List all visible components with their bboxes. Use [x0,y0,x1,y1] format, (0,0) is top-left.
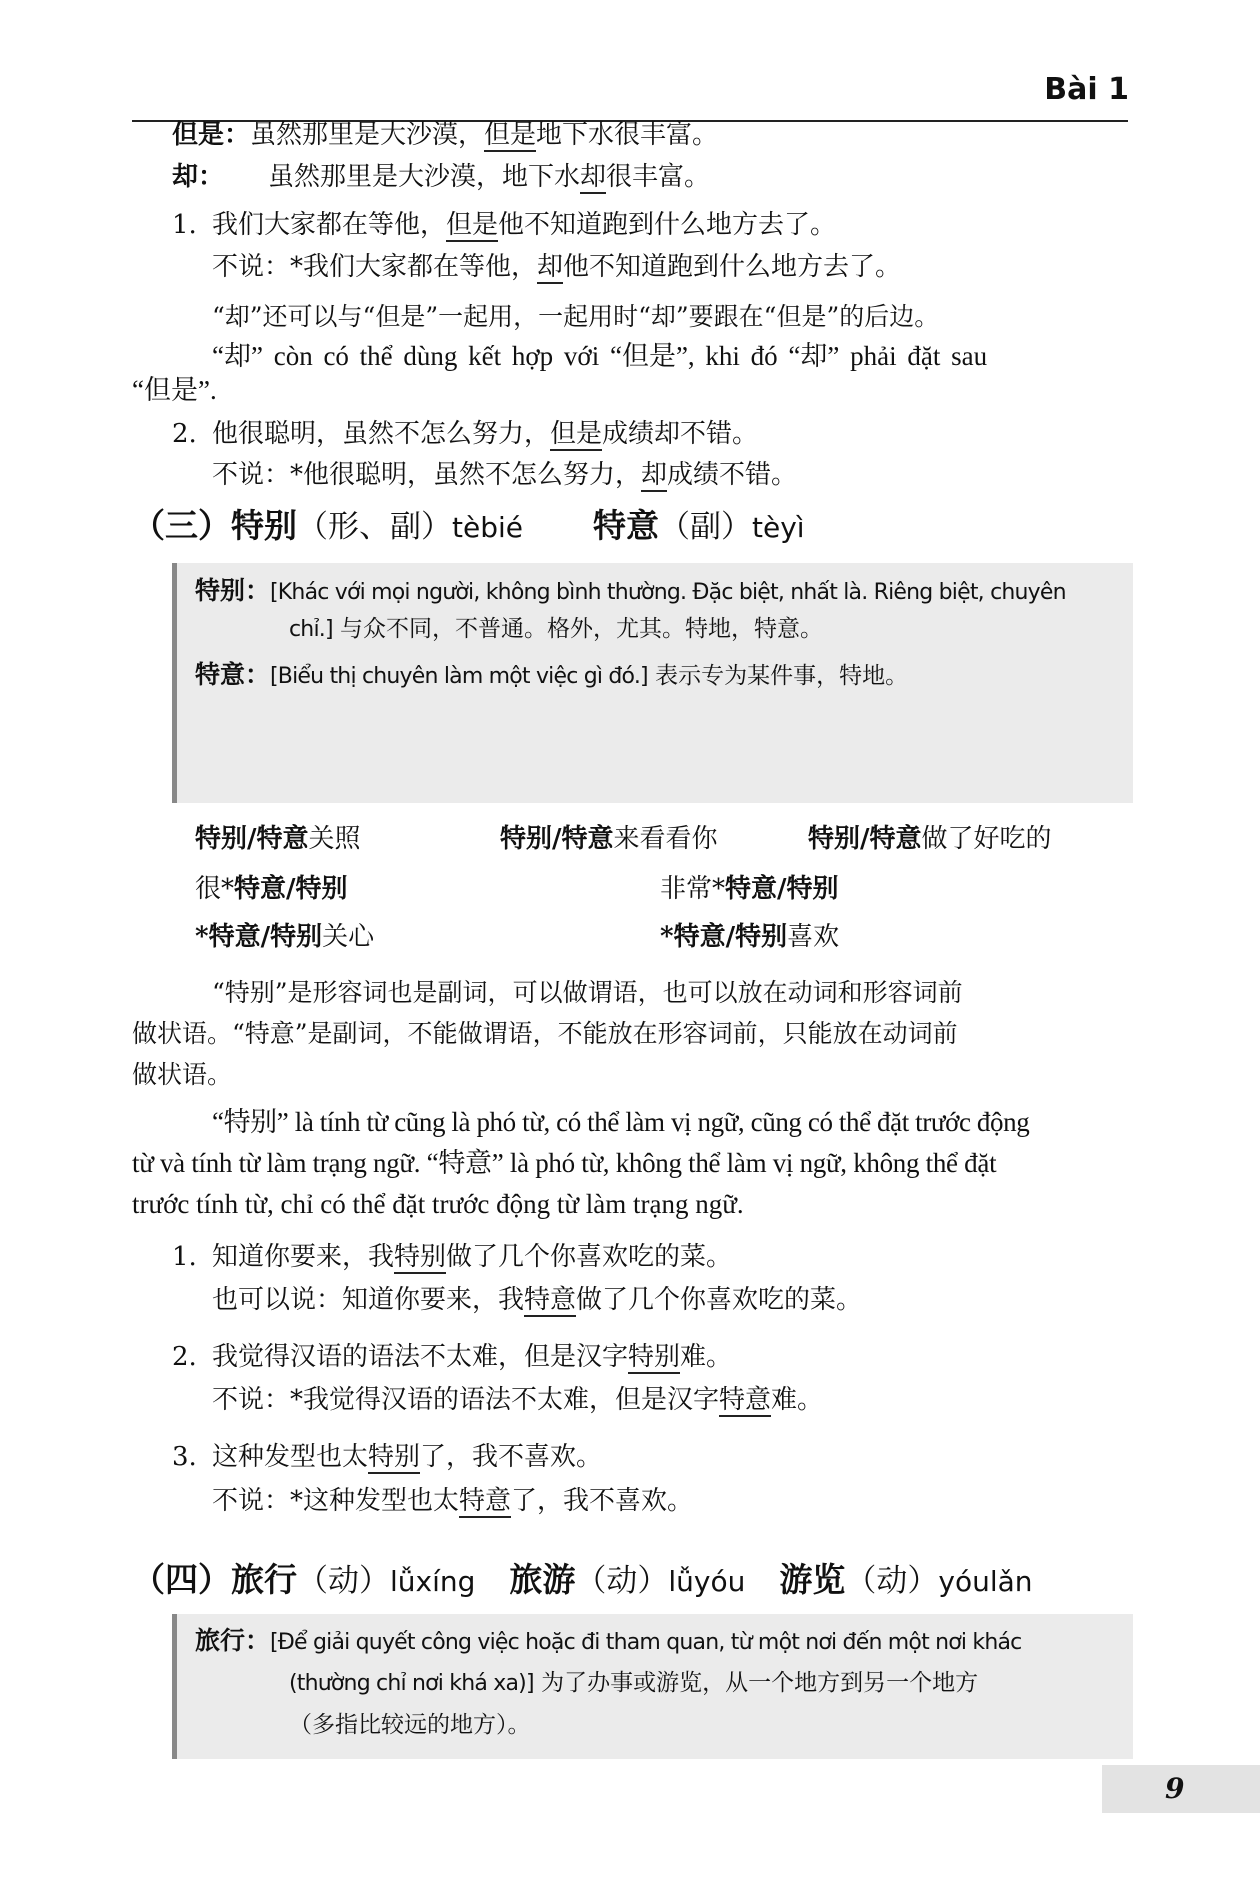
collocation-text: 做了好吃的 [921,824,1052,854]
collocation-text: 喜欢 [787,922,840,952]
example-text: 很丰富。 [606,162,711,192]
note-chinese: “却”还可以与“但是”一起用，一起用时“却”要跟在“但是”的后边。 [212,302,940,331]
example-text: 也可以说：知道你要来，我 [212,1285,525,1315]
example-text: 难。 [680,1342,733,1372]
example-text: 成绩不错。 [667,460,798,490]
collocation-bold: 特别/特意 [500,824,614,854]
example-number: 1. [172,1242,197,1272]
example-text: 难。 [771,1385,824,1415]
underlined-word: 却 [537,252,564,282]
example-1 [172,208,836,242]
underlined-word: 特别 [394,1242,447,1272]
note-vietnamese: “却” còn có thể dùng kết hợp với “但是”, khi đó “却” phải đặt sau [212,341,988,371]
underlined-word: 特意 [459,1486,512,1516]
collocation [195,920,374,954]
definition-lvxing [195,1624,1021,1660]
explanation-vietnamese: trước tính từ, chỉ có thể đặt trước động từ làm trạng ngữ. [132,1189,744,1219]
explanation-chinese: “特别”是形容词也是副词，可以做谓语，也可以放在动词和形容词前 [212,978,963,1007]
heading-word: 旅游 [509,1560,576,1599]
definition-chinese: 与众不同，不普通。格外，尤其。特地，特意。 [340,616,824,642]
example-number: 1. [172,210,197,240]
explanation-chinese: 做状语。“特意”是副词，不能做谓语，不能放在形容词前，只能放在动词前 [132,1019,958,1048]
example-2 [172,417,758,451]
example-text: 了，我不喜欢。 [511,1486,694,1516]
collocation [660,920,839,954]
example-que [172,160,710,194]
definition-vietnamese: [Biểu thị chuyên làm một việc gì đó.] [270,664,648,689]
heading-pinyin: lǚyóu [668,1565,746,1598]
example-text: 做了几个你喜欢吃的菜。 [446,1242,733,1272]
explanation-chinese: 做状语。 [132,1060,233,1089]
collocation-text: 关照 [308,824,361,854]
collocation-text: 很* [195,874,235,904]
definition-chinese: 为了办事或游览，从一个地方到另一个地方 [541,1670,979,1696]
example-2-wrong [212,458,797,492]
definition-term: 特别： [195,576,271,605]
collocation-bold: 特别/特意 [808,824,922,854]
collocation-bold: *特意/特别 [195,922,323,952]
collocation-text: 关心 [322,922,375,952]
underlined-word: 但是 [550,419,603,449]
heading-pinyin: tèyì [751,511,805,544]
example-1-alt [212,1283,862,1317]
underlined-word: 特别 [628,1342,681,1372]
example-text: 虽然那里是大沙漠，地下水 [268,162,581,192]
collocation [660,872,839,906]
example-text: 知道你要来，我 [212,1242,395,1272]
underlined-word: 特意 [524,1285,577,1315]
heading-pinyin: yóulǎn [938,1565,1033,1598]
underlined-word: 却 [641,460,668,490]
underlined-word: 却 [580,162,607,192]
definition-tebie [195,574,1066,610]
definition-chinese: （多指比较远的地方）。 [289,1712,531,1738]
section-number: （三） [132,506,231,545]
underlined-word: 特意 [719,1385,772,1415]
collocation-bold: 特意/特别 [725,874,839,904]
heading-pinyin: lǚxíng [390,1565,476,1598]
underlined-word: 但是 [484,120,537,150]
example-text: 他不知道跑到什么地方去了。 [563,252,902,282]
definition-tebie-cont [289,612,823,647]
heading-word: 游览 [779,1560,846,1599]
example-text: 这种发型也太 [212,1442,369,1472]
example-text: 我们大家都在等他， [212,210,447,240]
example-text: 虽然那里是大沙漠， [250,120,485,150]
example-1 [172,1240,732,1274]
collocation-text: 非常* [660,874,726,904]
example-label: 但是： [172,120,251,150]
section-3-heading [132,506,805,548]
collocation-text: 来看看你 [613,824,718,854]
definition-lvxing-cont2 [289,1708,531,1742]
note-vietnamese-cont: “但是”. [132,375,217,405]
example-text: 他很聪明，虽然不怎么努力， [212,419,551,449]
definition-vietnamese: (thường chỉ nơi khá xa)] [289,1671,534,1696]
collocation-bold: 特别/特意 [195,824,309,854]
lesson-header: Bài 1 [1044,72,1129,107]
heading-pos: （动） [845,1563,939,1599]
definition-chinese: 表示专为某件事，特地。 [655,663,909,689]
definition-vietnamese: chỉ.] [289,617,333,642]
example-text: 不说：*我们大家都在等他， [212,252,538,282]
heading-word: 特意 [592,506,659,545]
example-text: 不说：*这种发型也太 [212,1486,460,1516]
heading-pos: （副） [658,509,752,545]
section-4-heading [132,1560,1033,1602]
explanation-vietnamese: “特别” là tính từ cũng là phó từ, có thể làm vị ngữ, cũng có thể đặt trước động [212,1107,1030,1137]
collocation [808,822,1052,856]
definition-term: 特意： [195,660,271,689]
underlined-word: 但是 [446,210,499,240]
collocation [195,822,361,856]
collocation [195,872,348,906]
example-danshi [172,118,718,152]
example-number: 2. [172,1342,197,1372]
heading-pos: （形、副） [297,509,452,545]
underlined-word: 特别 [368,1442,421,1472]
example-text: 他不知道跑到什么地方去了。 [498,210,837,240]
heading-pos: （动） [297,1563,390,1599]
example-number: 3. [172,1442,197,1472]
heading-word: 旅行 [231,1560,297,1599]
example-text: 地下水很丰富。 [536,120,719,150]
definition-term: 旅行： [195,1626,271,1655]
definition-lvxing-cont [289,1666,978,1701]
example-text: 不说：*我觉得汉语的语法不太难，但是汉字 [212,1385,720,1415]
definition-vietnamese: [Khác với mọi người, không bình thường. Đặc biệt, nhất là. Riêng biệt, chuyên [270,580,1066,605]
collocation-bold: 特意/特别 [234,874,348,904]
heading-pos: （动） [575,1563,669,1599]
example-label: 却： [172,162,225,192]
example-number: 2. [172,419,197,449]
example-text: 不说：*他很聪明，虽然不怎么努力， [212,460,642,490]
definition-teyi [195,658,908,694]
collocation [500,822,718,856]
example-text: 成绩却不错。 [602,419,759,449]
example-3 [172,1440,602,1474]
example-text: 做了几个你喜欢吃的菜。 [576,1285,863,1315]
collocation-bold: *特意/特别 [660,922,788,952]
example-2-wrong [212,1383,823,1417]
example-1-wrong [212,250,901,284]
definition-vietnamese: [Để giải quyết công việc hoặc đi tham quan, từ một nơi đến một nơi khác [270,1630,1022,1655]
section-number: （四） [132,1560,231,1599]
page-number: 9 [1165,1772,1185,1805]
example-3-wrong [212,1484,693,1518]
explanation-vietnamese: từ và tính từ làm trạng ngữ. “特意” là phó từ, không thể làm vị ngữ, không thể đặt [132,1148,997,1178]
example-2 [172,1340,732,1374]
heading-word: 特别 [231,506,297,545]
example-text: 了，我不喜欢。 [420,1442,603,1472]
heading-pinyin: tèbié [452,511,523,544]
example-text: 我觉得汉语的语法不太难，但是汉字 [212,1342,629,1372]
